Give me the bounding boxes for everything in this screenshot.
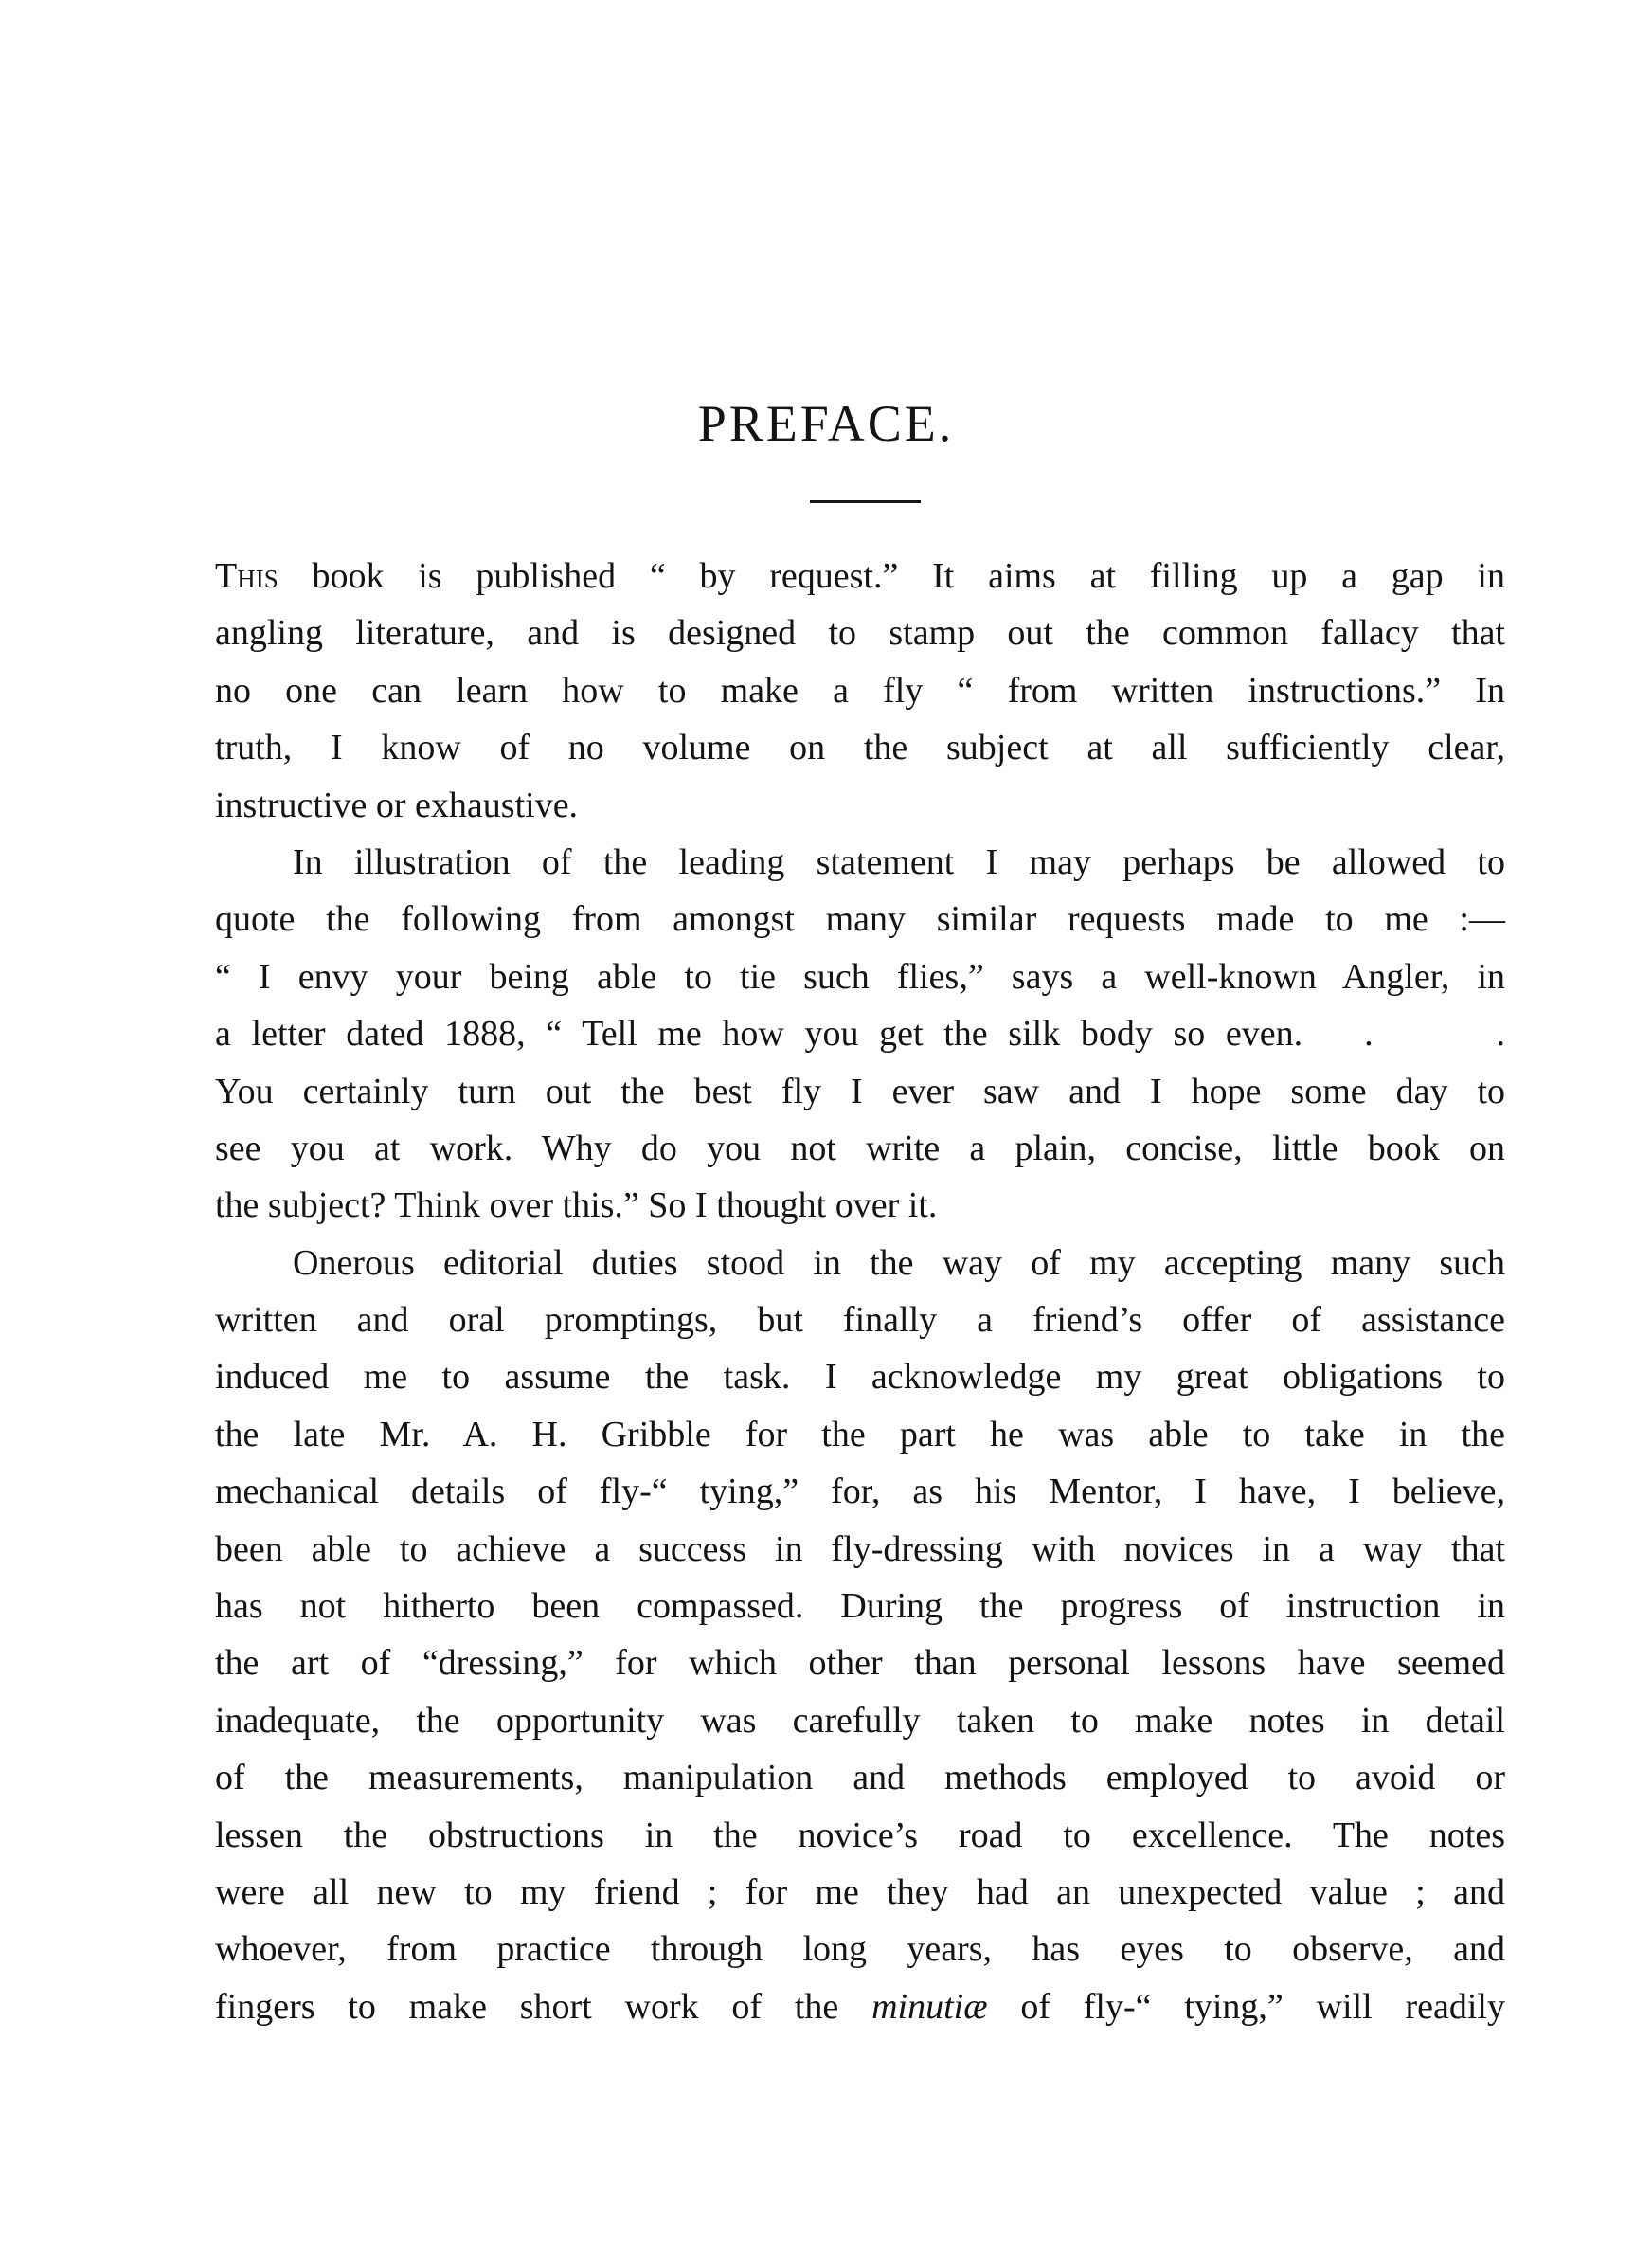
italic-term: minutiæ bbox=[871, 1986, 988, 2027]
text-line: the art of “dressing,” for which other than personal lessons have seemed bbox=[215, 1643, 1505, 1684]
text-line: no one can learn how to make a fly “ from written instructions.” In bbox=[215, 670, 1505, 711]
paragraph-3 bbox=[215, 1235, 1505, 2035]
text-line: lessen the obstructions in the novice’s road to excellence. The notes bbox=[215, 1815, 1505, 1855]
text-line: angling literature, and is designed to stamp out the common fallacy that bbox=[215, 613, 1505, 654]
text-line: been able to achieve a success in fly-dressing with novices in a way that bbox=[215, 1528, 1505, 1569]
paragraph-2 bbox=[215, 834, 1505, 1235]
text-line: were all new to my friend ; for me they had an unexpected value ; and bbox=[215, 1871, 1505, 1912]
text-line: the subject? Think over this.” So I thought over it. bbox=[215, 1185, 938, 1226]
text-line: a letter dated 1888, “ Tell me how you get the silk body so even. . . bbox=[215, 1014, 1505, 1055]
text-line: has not hitherto been compassed. During the progress of instruction in bbox=[215, 1586, 1505, 1627]
text-line: induced me to assume the task. I acknowledge my great obligations to bbox=[215, 1357, 1505, 1398]
text-line: “ I envy your being able to tie such flies,” says a well-known Angler, in bbox=[215, 956, 1505, 997]
text-line: In illustration of the leading statement I may perhaps be allowed to bbox=[293, 841, 1505, 882]
text-line: instructive or exhaustive. bbox=[215, 785, 579, 825]
paragraph-1 bbox=[215, 548, 1505, 834]
drop-word: This bbox=[215, 556, 278, 596]
text-line: see you at work. Why do you not write a plain, concise, little book on bbox=[215, 1128, 1505, 1168]
text-line: written and oral promptings, but finally a friend’s offer of assistance bbox=[215, 1300, 1505, 1341]
preface-body bbox=[215, 548, 1505, 2035]
text-line: the late Mr. A. H. Gribble for the part he was able to take in the bbox=[215, 1414, 1505, 1454]
page-title: PREFACE. bbox=[697, 395, 955, 452]
text-line: truth, I know of no volume on the subject at all sufficiently clear, bbox=[215, 728, 1505, 768]
text-line: inadequate, the opportunity was carefully taken to make notes in detail bbox=[215, 1700, 1505, 1741]
text-line: mechanical details of fly-“ tying,” for, as his Mentor, I have, I believe, bbox=[215, 1472, 1505, 1512]
text-line: Onerous editorial duties stood in the way of my accepting many such bbox=[293, 1242, 1505, 1283]
text-line: fingers to make short work of the minutiæ of fly-“ tying,” will readily bbox=[215, 1986, 1505, 2027]
text-line: of the measurements, manipulation and methods employed to avoid or bbox=[215, 1758, 1505, 1798]
text-line: quote the following from amongst many similar requests made to me :— bbox=[215, 899, 1505, 940]
title-rule-divider bbox=[810, 500, 921, 503]
text-line: whoever, from practice through long years, has eyes to observe, and bbox=[215, 1929, 1505, 1970]
text-line: You certainly turn out the best fly I ever saw and I hope some day to bbox=[215, 1071, 1505, 1111]
text-line: This book is published “ by request.” It aims at filling up a gap in bbox=[215, 556, 1505, 596]
